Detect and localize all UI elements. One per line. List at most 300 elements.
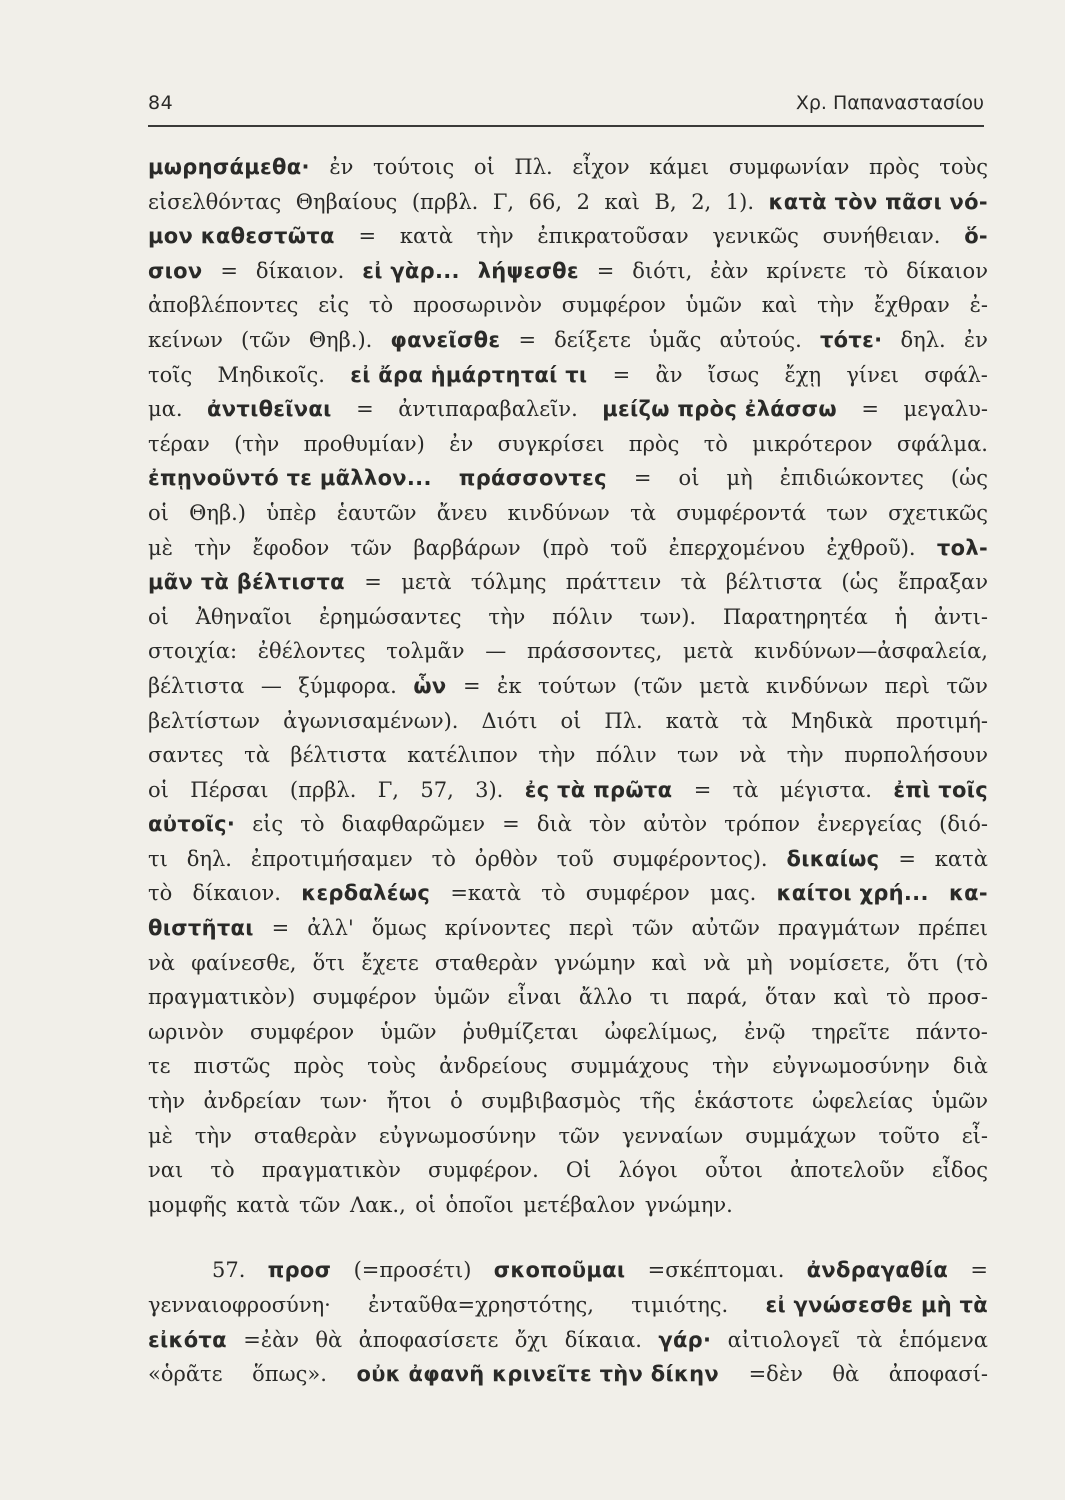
word: κατὰ bbox=[236, 1192, 290, 1217]
word: εἰς bbox=[318, 293, 350, 318]
word: τὸν bbox=[588, 812, 627, 837]
word: τῶν bbox=[350, 535, 393, 560]
word: ἐνταῦθα=χρηστότης, bbox=[368, 1293, 594, 1317]
word: στοιχία: bbox=[148, 639, 238, 664]
word: ἀγωνισαμένων). bbox=[283, 708, 459, 733]
word: Παρατηρητέα bbox=[722, 604, 868, 629]
word: κρίνετε bbox=[766, 258, 847, 283]
word: πραγματικὸν) bbox=[148, 985, 296, 1010]
text-line bbox=[148, 1049, 988, 1084]
word: συνήθειαν. bbox=[822, 224, 941, 249]
word: μετὰ bbox=[401, 570, 452, 595]
word: οἱ bbox=[678, 466, 700, 491]
text-line bbox=[148, 1288, 988, 1323]
lemma-word: μείζω πρὸς ἐλάσσω bbox=[602, 397, 837, 422]
word: = bbox=[693, 777, 712, 802]
word: τι bbox=[649, 985, 670, 1010]
word: — bbox=[485, 639, 507, 664]
word: τῆς bbox=[639, 1089, 676, 1114]
word: = bbox=[633, 466, 652, 491]
word: ῥυθμίζεται bbox=[462, 1019, 579, 1044]
word: μετὰ bbox=[683, 639, 734, 664]
word: κατέλιπον bbox=[407, 743, 518, 768]
word: σφάλμα. bbox=[896, 431, 988, 456]
word: τὸ bbox=[431, 846, 456, 871]
paragraph-gap bbox=[148, 1222, 988, 1253]
word: ἀποτελοῦν bbox=[790, 1158, 905, 1183]
word: τὸ bbox=[210, 1158, 235, 1183]
word: τὸ bbox=[864, 258, 889, 283]
word: ἀποβλέποντες bbox=[148, 293, 299, 318]
lemma-word: φανεῖσθε bbox=[390, 327, 501, 352]
word: ὑμῶν bbox=[685, 293, 742, 318]
word: ἐ- bbox=[969, 293, 988, 318]
commentary-paragraph-56 bbox=[148, 150, 988, 1222]
lemma-word: μον καθεστῶτα bbox=[148, 224, 335, 249]
word: (πρβλ. bbox=[289, 777, 357, 802]
word: δίκαια. bbox=[564, 1327, 642, 1352]
word: ἐνεργείας bbox=[817, 812, 923, 837]
word: δίκαιον. bbox=[192, 881, 281, 906]
lemma-word: ἀντιθεῖναι bbox=[207, 397, 332, 422]
word: τὸ bbox=[541, 881, 566, 906]
word: πρὸς bbox=[628, 431, 680, 456]
word: ἐχθροῦ). bbox=[826, 535, 916, 560]
word: = bbox=[356, 397, 374, 422]
word: των). bbox=[639, 604, 697, 629]
word: Β, bbox=[654, 189, 677, 214]
word: «ὁρᾶτε bbox=[148, 1362, 223, 1387]
word: διὰ bbox=[952, 1054, 988, 1079]
word: περὶ bbox=[568, 916, 615, 941]
word: = bbox=[898, 846, 916, 871]
word: συμμάχων bbox=[745, 1123, 857, 1148]
word: ἑκάστοτε bbox=[693, 1089, 794, 1114]
word: γίνει bbox=[846, 362, 900, 387]
word: κινδύνων bbox=[507, 500, 610, 525]
word: (=προσέτι) bbox=[353, 1258, 472, 1283]
word: ἤτοι bbox=[386, 1089, 432, 1114]
word: ἐπερχομένου bbox=[668, 535, 805, 560]
word: = bbox=[462, 673, 481, 698]
lemma-word: ἐπὶ τοῖς bbox=[893, 777, 988, 802]
word: Θηβ.) bbox=[189, 500, 246, 525]
word: τὴν bbox=[148, 1089, 185, 1114]
word: = bbox=[502, 812, 520, 837]
word: πραγμάτων bbox=[777, 916, 901, 941]
word: αὐτὸν bbox=[643, 812, 708, 837]
word: τιμιότης. bbox=[631, 1293, 729, 1317]
word: τὴν bbox=[488, 604, 526, 629]
word: βέλτιστα bbox=[148, 673, 245, 698]
lemma-word: τότε· bbox=[819, 327, 883, 352]
word: γνώμην bbox=[554, 950, 636, 975]
header-rule bbox=[148, 125, 984, 127]
word: βέλτιστα bbox=[290, 743, 387, 768]
word: ἀλλ' bbox=[307, 916, 354, 941]
word: ἐκ bbox=[497, 673, 522, 698]
word: ναι bbox=[148, 1158, 184, 1183]
word: τηρεῖτε bbox=[811, 1019, 890, 1044]
word: ωρινὸν bbox=[148, 1019, 224, 1044]
lemma-word: κα- bbox=[948, 881, 988, 906]
commentary-paragraph-57 bbox=[148, 1253, 988, 1391]
word: =δὲν bbox=[748, 1362, 803, 1387]
word: 1). bbox=[725, 189, 754, 214]
word: εἰς bbox=[252, 812, 284, 837]
word: = bbox=[861, 397, 880, 422]
word: εὐγνωμοσύνην bbox=[772, 1054, 930, 1079]
word: τοῖς bbox=[148, 362, 193, 387]
word: τῶν bbox=[632, 916, 674, 941]
word: τὴν bbox=[712, 1054, 750, 1079]
word: τὴν bbox=[786, 743, 824, 768]
word: πράττειν bbox=[565, 570, 662, 595]
text-line bbox=[148, 634, 988, 669]
lemma-word: δικαίως bbox=[786, 846, 880, 871]
word: οὗτοι bbox=[705, 1158, 763, 1183]
word: γνώμην. bbox=[644, 1192, 733, 1217]
word: πραγματικὸν bbox=[261, 1158, 401, 1183]
text-line bbox=[148, 704, 988, 739]
word: εἰσελθόντας bbox=[148, 189, 282, 214]
lemma-word: ἀνδραγαθία bbox=[806, 1258, 949, 1283]
lemma-word: σκοποῦμαι bbox=[493, 1258, 626, 1283]
word: τὸ bbox=[886, 985, 911, 1010]
word: ἀνδρείους bbox=[439, 1054, 548, 1079]
word: δίκαιον bbox=[906, 258, 988, 283]
word: =κατὰ bbox=[450, 881, 522, 906]
lemma-word: καίτοι χρή... bbox=[776, 881, 929, 906]
word: τὰ bbox=[741, 708, 768, 733]
word: ἂν bbox=[655, 362, 683, 387]
word: ἀνδρείαν bbox=[203, 1089, 302, 1114]
word: οἱ bbox=[560, 708, 582, 733]
word: γενικῶς bbox=[712, 224, 799, 249]
word: κάμει bbox=[649, 155, 710, 179]
word: συμφέρον bbox=[250, 1019, 355, 1044]
word: =σκέπτομαι. bbox=[647, 1258, 785, 1283]
word: οἱ bbox=[148, 777, 169, 802]
word: ὀρθὸν bbox=[474, 846, 538, 871]
word: ἔχετε bbox=[361, 950, 419, 975]
word: (τὸ bbox=[955, 950, 988, 975]
word: διὰ bbox=[536, 812, 572, 837]
word: Πέρσαι bbox=[190, 777, 269, 802]
word: οἱ bbox=[148, 604, 169, 629]
word: ἄνευ bbox=[436, 500, 488, 525]
word: τὴν bbox=[194, 535, 232, 560]
lemma-word: εἰ γνώσεσθε μὴ τὰ bbox=[765, 1293, 988, 1317]
word: πρὸς bbox=[293, 1054, 345, 1079]
page-header bbox=[148, 92, 984, 122]
word: (τῶν bbox=[632, 673, 683, 698]
lemma-word: εἰ ἄρα ἡμάρτηταί τι bbox=[350, 362, 588, 387]
word: μομφῆς bbox=[148, 1192, 227, 1217]
word: κρίνοντες bbox=[444, 916, 551, 941]
text-line bbox=[148, 150, 988, 185]
word: τὰ bbox=[732, 777, 759, 802]
word: πυρπολήσουν bbox=[844, 743, 988, 768]
text-line bbox=[148, 911, 988, 946]
word: νομίσετε, bbox=[788, 950, 891, 975]
word: εἶδος bbox=[931, 1158, 988, 1183]
word: πράσσοντες, bbox=[526, 639, 663, 664]
word: μας. bbox=[710, 881, 757, 906]
word: τόλμης bbox=[470, 570, 547, 595]
word: περὶ bbox=[884, 673, 930, 698]
word: τέραν bbox=[148, 431, 210, 456]
word: τὰ bbox=[630, 500, 656, 525]
word: 2, bbox=[691, 189, 712, 214]
word: (τὴν bbox=[234, 431, 280, 456]
running-head: Χρ. Παπαναστασίου bbox=[795, 92, 984, 114]
word: παρά, bbox=[686, 985, 748, 1010]
text-line bbox=[148, 1323, 988, 1358]
word: συμφέροντος). bbox=[612, 846, 768, 871]
word: Μηδικὰ bbox=[790, 708, 873, 733]
word: μέγιστα. bbox=[779, 777, 872, 802]
word: 57. bbox=[212, 1258, 246, 1283]
lemma-word: ὅ- bbox=[964, 224, 988, 249]
word: ὑμῶν bbox=[433, 985, 491, 1010]
word: προσ- bbox=[927, 985, 988, 1010]
word: ὅτι bbox=[312, 950, 346, 975]
word: συμφέροντά bbox=[676, 500, 807, 525]
word: μεγαλυ- bbox=[903, 397, 988, 422]
word: ἀποφασί- bbox=[888, 1362, 988, 1387]
word: Διότι bbox=[481, 708, 538, 733]
word: τὴν bbox=[194, 1123, 232, 1148]
word: ὁ bbox=[450, 1089, 463, 1114]
word: σταθερὰν bbox=[253, 1123, 357, 1148]
word: πόλιν bbox=[595, 743, 657, 768]
word: ἀντιπαραβαλεῖν. bbox=[398, 397, 578, 422]
word: ὑπὲρ bbox=[266, 500, 317, 525]
word: νὰ bbox=[703, 950, 731, 975]
word: (τῶν bbox=[241, 327, 291, 352]
word: σαντες bbox=[148, 743, 224, 768]
word: = bbox=[518, 327, 537, 352]
word: ἄλλο bbox=[578, 985, 633, 1010]
word: οἱ bbox=[473, 155, 495, 179]
word: τοῦ bbox=[610, 535, 648, 560]
word: ἐπροτιμήσαμεν bbox=[250, 846, 413, 871]
word: γενναιοφροσύνη· bbox=[148, 1293, 331, 1317]
lemma-word: μᾶν τὰ βέλτιστα bbox=[148, 570, 345, 595]
lemma-word: αὐτοῖς· bbox=[148, 812, 236, 837]
word: εὐγνωμοσύνην bbox=[378, 1123, 537, 1148]
word: πάντο- bbox=[915, 1019, 988, 1044]
text-line bbox=[148, 185, 988, 220]
word: = bbox=[612, 362, 631, 387]
text-line bbox=[148, 842, 988, 877]
word: πρέπει bbox=[918, 916, 988, 941]
word: συγκρίσει bbox=[497, 431, 605, 456]
word: διαφθαρῶμεν bbox=[341, 812, 485, 837]
word: ὅτι bbox=[906, 950, 940, 975]
word: τολμᾶν bbox=[386, 639, 465, 664]
word: τι bbox=[148, 846, 168, 871]
word: μικρότερον bbox=[752, 431, 873, 456]
text-line bbox=[148, 392, 988, 427]
word: ἐὰν bbox=[710, 258, 749, 283]
word: πρὸς bbox=[869, 155, 920, 179]
word: = bbox=[358, 224, 377, 249]
word: βαρβάρων bbox=[413, 535, 521, 560]
word: μα. bbox=[148, 397, 183, 422]
word: ἔχῃ bbox=[784, 362, 822, 387]
word: προθυμίαν) bbox=[303, 431, 425, 456]
text-line bbox=[148, 565, 988, 600]
word: τοὺς bbox=[939, 155, 988, 179]
lemma-word: οὐκ ἀφανῆ κρινεῖτε τὴν δίκην bbox=[356, 1362, 720, 1387]
word: ὑμᾶς bbox=[648, 327, 702, 352]
word: ὑμῶν bbox=[931, 1089, 988, 1114]
word: μὲ bbox=[148, 535, 173, 560]
word: μὴ bbox=[726, 466, 753, 491]
text-line bbox=[148, 531, 988, 566]
lemma-word: μωρησάμεθα· bbox=[148, 155, 310, 179]
text-line bbox=[148, 427, 988, 462]
word: τὰ bbox=[680, 570, 707, 595]
word: Πλ. bbox=[514, 155, 553, 179]
word: συμφέρον bbox=[561, 293, 666, 318]
word: καὶ bbox=[833, 985, 870, 1010]
word: τὸ bbox=[368, 293, 394, 318]
word: ὑμῶν bbox=[380, 1019, 437, 1044]
word: των bbox=[826, 500, 868, 525]
word: δηλ. bbox=[186, 846, 232, 871]
text-line bbox=[148, 807, 988, 842]
word: Γ, bbox=[492, 189, 515, 214]
word: 2 bbox=[576, 189, 590, 214]
word: εἶχον bbox=[572, 155, 630, 179]
lemma-word: πράσσοντες bbox=[458, 466, 607, 491]
word: ἐπιδιώκοντες bbox=[779, 466, 924, 491]
lemma-word: θιστῆται bbox=[148, 916, 254, 941]
word: ἔφοδον bbox=[252, 535, 330, 560]
word: των bbox=[677, 743, 719, 768]
word: ξύμφορα. bbox=[298, 673, 397, 698]
word: θὰ bbox=[832, 1362, 860, 1387]
word: τοῦ bbox=[556, 846, 594, 871]
word: αἰτιολογεῖ bbox=[727, 1327, 841, 1352]
word: μετὰ bbox=[699, 673, 750, 698]
word: κινδύνων bbox=[765, 673, 869, 698]
word: δηλ. bbox=[900, 327, 946, 352]
text-line bbox=[148, 600, 988, 635]
text-line bbox=[148, 946, 988, 981]
word: λόγοι bbox=[618, 1158, 678, 1183]
word: φαίνεσθε, bbox=[191, 950, 297, 975]
lemma-word: εἰ γὰρ... bbox=[362, 258, 460, 283]
word: ἔχθραν bbox=[873, 293, 950, 318]
word: τὸ bbox=[703, 431, 728, 456]
word: ἐν bbox=[449, 431, 474, 456]
word: Ἀθηναῖοι bbox=[195, 604, 293, 629]
word: ἴσως bbox=[707, 362, 760, 387]
text-line bbox=[148, 1119, 988, 1154]
word: ὠφελείας bbox=[812, 1089, 914, 1114]
word: κατὰ bbox=[665, 708, 719, 733]
text-line bbox=[148, 876, 988, 911]
lemma-word: γάρ· bbox=[658, 1327, 712, 1352]
word: θὰ bbox=[315, 1327, 343, 1352]
word: ἀντι- bbox=[934, 604, 988, 629]
word: δίκαιον. bbox=[255, 258, 345, 283]
word: σχετικῶς bbox=[888, 500, 988, 525]
page-number: 84 bbox=[148, 92, 174, 114]
lemma-word: λήψεσθε bbox=[477, 258, 579, 283]
commentary-text bbox=[148, 150, 988, 1392]
word: Οἱ bbox=[565, 1158, 592, 1183]
word: Λακ., bbox=[349, 1192, 406, 1217]
text-line bbox=[148, 323, 988, 358]
word: τούτοις bbox=[373, 155, 455, 179]
word: σταθερὰν bbox=[434, 950, 538, 975]
word: ὄχι bbox=[514, 1327, 549, 1352]
word: κινδύνων—ἀσφαλεία, bbox=[754, 639, 988, 664]
text-line bbox=[148, 669, 988, 704]
text-line bbox=[148, 738, 988, 773]
word: τοὺς bbox=[367, 1054, 417, 1079]
word: ἐν bbox=[329, 155, 354, 179]
word: τὰ bbox=[856, 1327, 883, 1352]
word: τῶν bbox=[298, 1192, 341, 1217]
word: εἶ- bbox=[961, 1123, 988, 1148]
word: 3). bbox=[475, 777, 504, 802]
word: τὴν bbox=[476, 224, 514, 249]
word: ὅμως bbox=[371, 916, 427, 941]
word: αὐτούς. bbox=[719, 327, 802, 352]
word: ὅταν bbox=[765, 985, 817, 1010]
text-line bbox=[148, 461, 988, 496]
word: ἐνῷ bbox=[744, 1019, 786, 1044]
text-line bbox=[148, 1153, 988, 1188]
word: τὴν bbox=[817, 293, 855, 318]
word: διότι, bbox=[632, 258, 693, 283]
word: ἑπόμενα bbox=[898, 1327, 988, 1352]
text-line bbox=[148, 980, 988, 1015]
word: τρόπον bbox=[724, 812, 801, 837]
word: Γ, bbox=[377, 777, 399, 802]
word: τῶν bbox=[946, 673, 988, 698]
word: συμφωνίαν bbox=[728, 155, 850, 179]
word: ἐν bbox=[963, 327, 988, 352]
text-line bbox=[148, 219, 988, 254]
word: γενναίων bbox=[621, 1123, 724, 1148]
word: = bbox=[364, 570, 382, 595]
word: τὰ bbox=[244, 743, 270, 768]
word: οἱ bbox=[415, 1192, 437, 1217]
word: =ἐὰν bbox=[243, 1327, 300, 1352]
text-line bbox=[148, 496, 988, 531]
word: — bbox=[260, 673, 282, 698]
word: Θηβαίους bbox=[295, 189, 398, 214]
word: προσωρινὸν bbox=[412, 293, 542, 318]
word: ἐρημώσαντες bbox=[319, 604, 462, 629]
lemma-word: εἰκότα bbox=[148, 1327, 227, 1352]
word: 66, bbox=[528, 189, 563, 214]
word: ἐπικρατοῦσαν bbox=[537, 224, 689, 249]
word: (πρὸ bbox=[541, 535, 589, 560]
word: εἶναι bbox=[507, 985, 562, 1010]
word: ὅπως». bbox=[252, 1362, 327, 1387]
word: κατὰ bbox=[934, 846, 988, 871]
word: καὶ bbox=[604, 189, 641, 214]
word: Θηβ.). bbox=[308, 327, 373, 352]
